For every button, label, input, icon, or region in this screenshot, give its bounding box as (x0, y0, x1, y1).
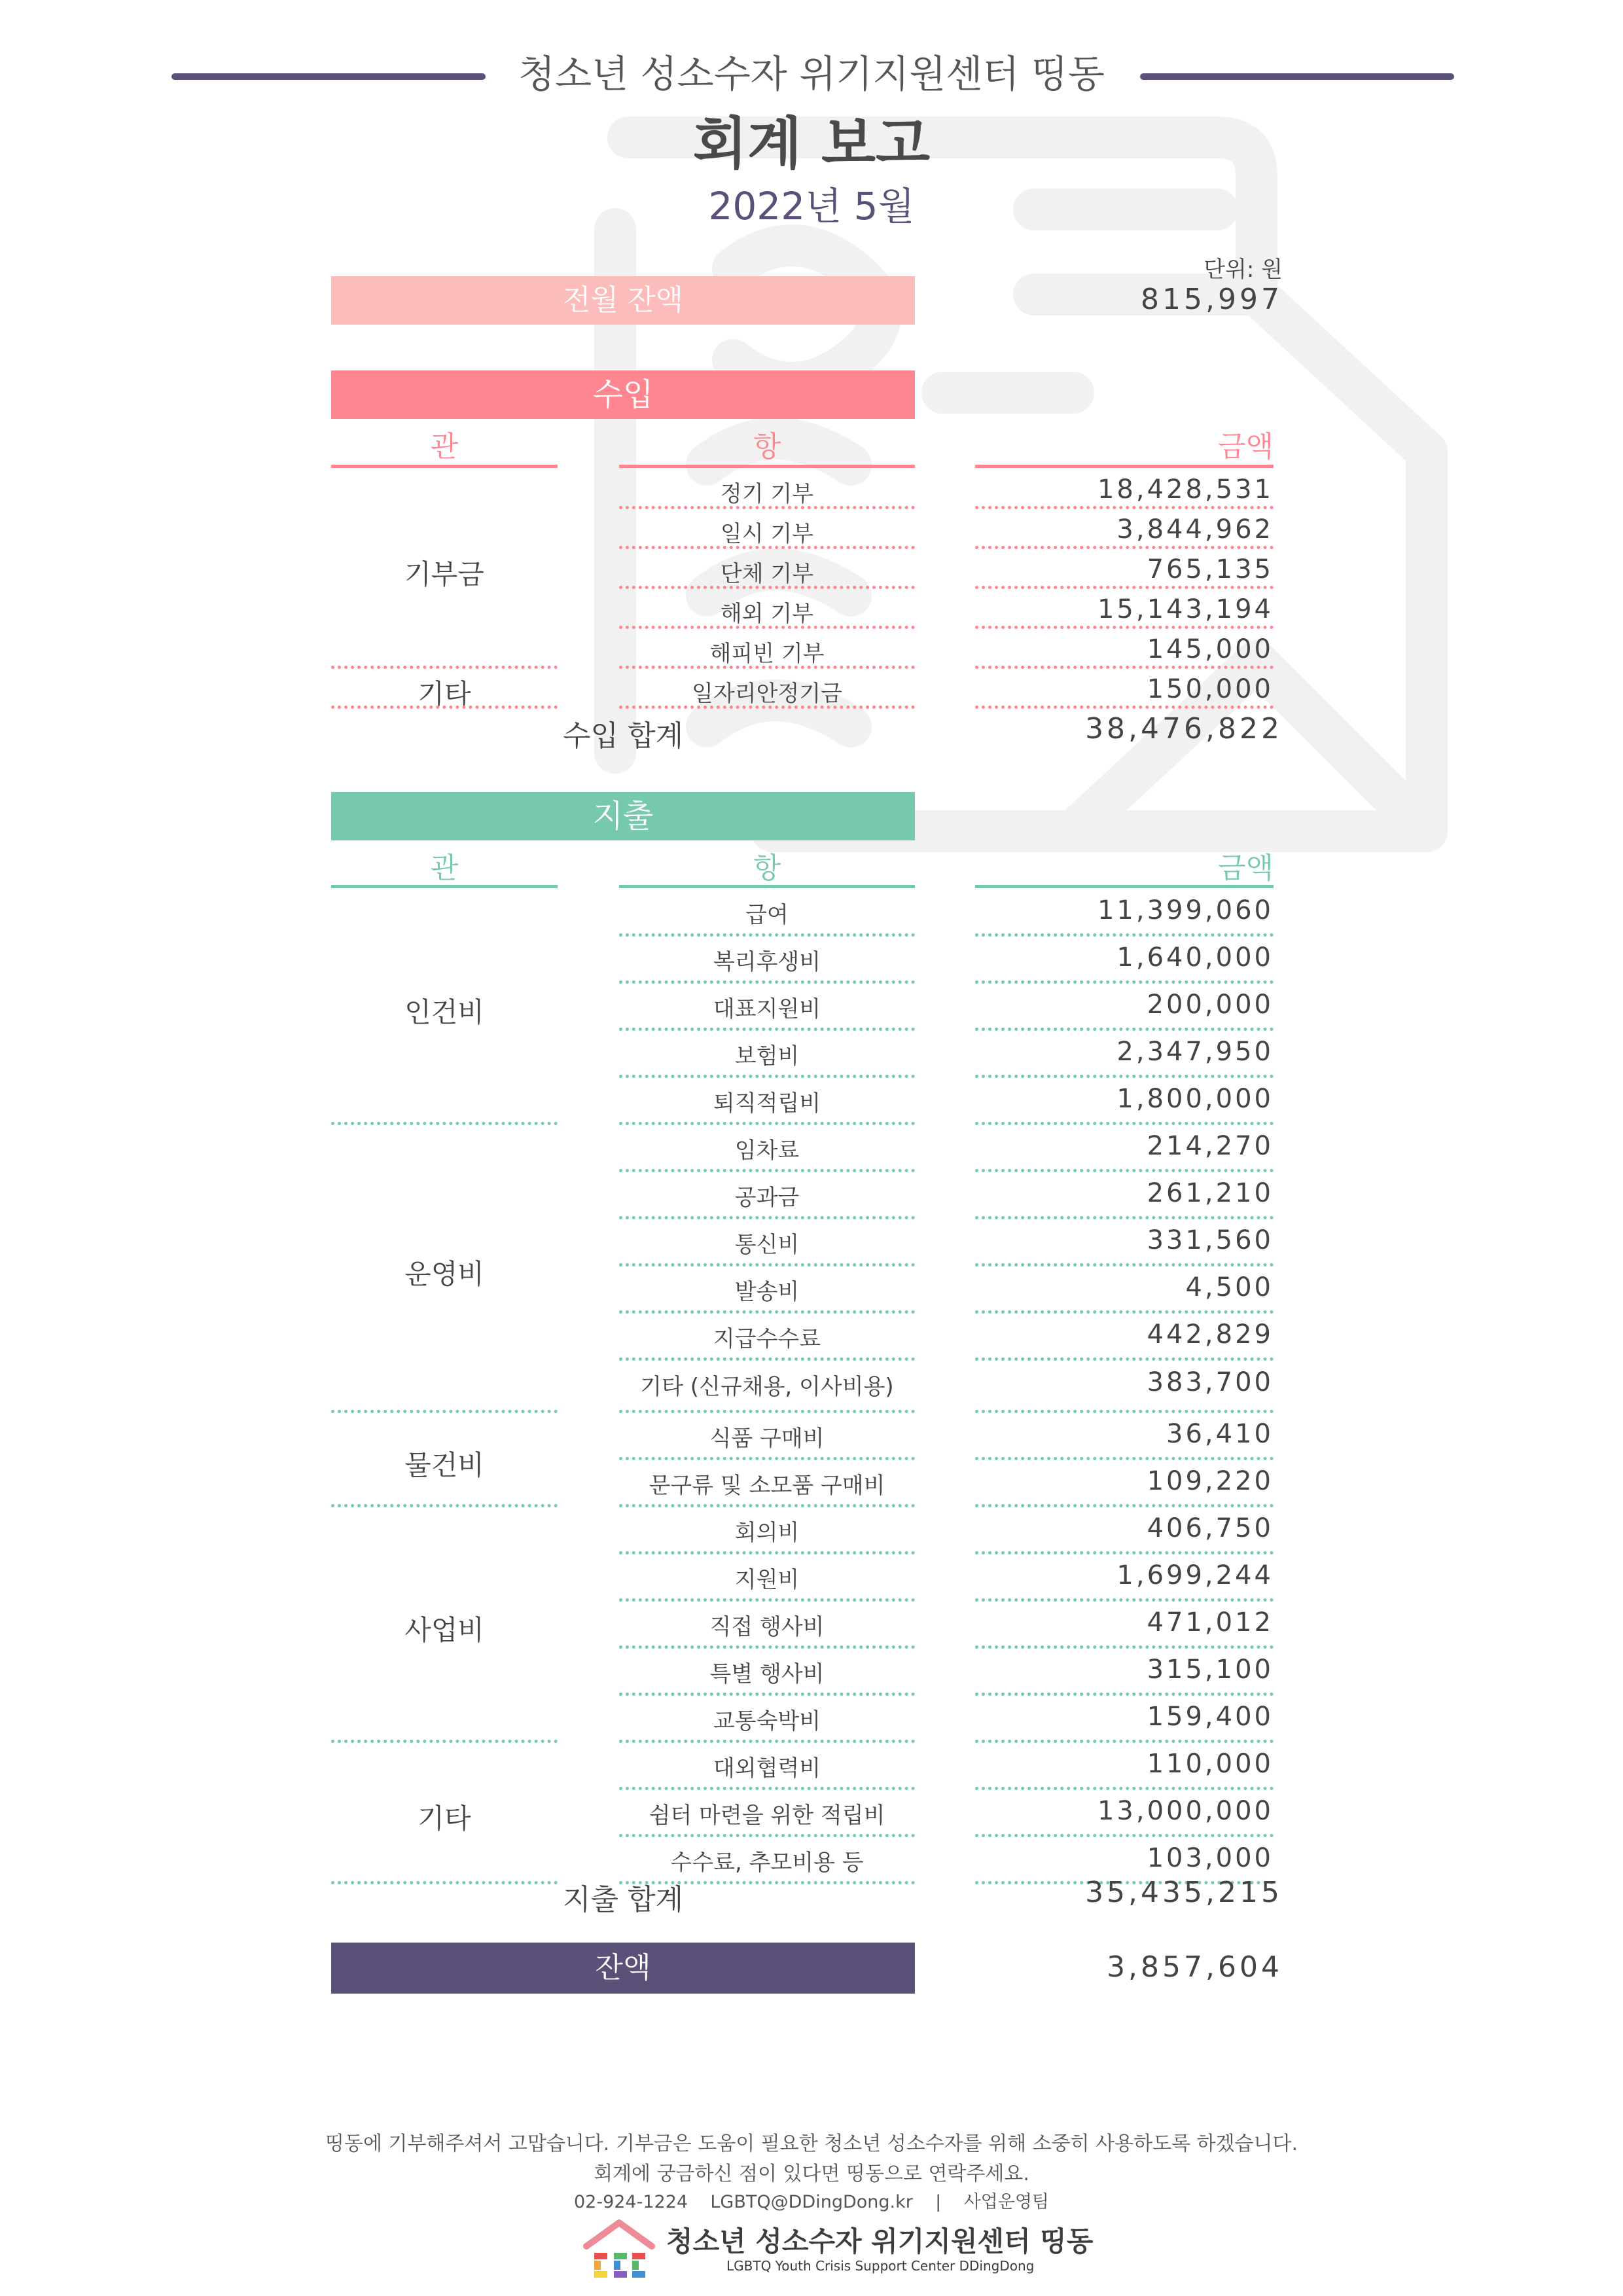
line-item-amount: 109,220 (1147, 1466, 1274, 1496)
amount-divider (975, 1310, 1274, 1314)
line-item-amount: 110,000 (1147, 1749, 1274, 1779)
line-item-label: 문구류 및 소모품 구매비 (649, 1473, 885, 1499)
amount-divider (975, 1410, 1274, 1413)
line-item-label: 해피빈 기부 (709, 641, 825, 667)
item-divider (619, 1551, 915, 1554)
amount-divider (975, 1357, 1274, 1361)
income-col-amount: 금액 (1217, 430, 1274, 463)
item-divider (619, 506, 915, 509)
item-divider (619, 1740, 915, 1743)
footer-contact: 02-924-1224 LGBTQ@DDingDong.kr | 사업운영팀 (573, 2192, 1050, 2212)
line-item-amount: 214,270 (1147, 1131, 1274, 1161)
line-item-amount: 103,000 (1147, 1843, 1274, 1873)
expense-header-rule (975, 885, 1274, 888)
category-divider (331, 1504, 558, 1507)
item-divider (619, 1457, 915, 1460)
amount-divider (975, 1263, 1274, 1266)
amount-divider (975, 1598, 1274, 1602)
category-label: 사업비 (404, 1614, 484, 1646)
item-divider (619, 1834, 915, 1837)
category-label: 물건비 (404, 1449, 484, 1481)
line-item-label: 지급수수료 (713, 1326, 821, 1352)
line-item-amount: 765,135 (1147, 554, 1274, 584)
line-item-label: 쉼터 마련을 위한 적립비 (649, 1803, 885, 1829)
category-divider (331, 1122, 558, 1125)
item-divider (619, 1504, 915, 1507)
ddingdong-logo-icon (580, 2217, 658, 2283)
item-divider (619, 586, 915, 589)
item-divider (619, 1693, 915, 1696)
item-divider (619, 1122, 915, 1125)
line-item-amount: 331,560 (1147, 1225, 1274, 1255)
line-item-amount: 159,400 (1147, 1702, 1274, 1732)
item-divider (619, 1598, 915, 1602)
amount-divider (975, 1504, 1274, 1507)
prev-balance-amount: 815,997 (1141, 283, 1283, 316)
line-item-amount: 18,428,531 (1097, 475, 1274, 505)
line-item-amount: 36,410 (1166, 1419, 1274, 1449)
item-divider (619, 980, 915, 984)
line-item-label: 식품 구매비 (709, 1426, 825, 1452)
line-item-amount: 150,000 (1147, 674, 1274, 704)
amount-divider (975, 1122, 1274, 1125)
income-heading: 수입 (331, 370, 915, 419)
amount-divider (975, 706, 1274, 709)
item-divider (619, 546, 915, 549)
item-divider (619, 1169, 915, 1172)
amount-divider (975, 933, 1274, 937)
item-divider (619, 1075, 915, 1078)
item-divider (619, 1263, 915, 1266)
footer-thanks: 띵동에 기부해주셔서 고맙습니다. 기부금은 도움이 필요한 청소년 성소수자를 위해 소중히 사용하도록 하겠습니다. (325, 2132, 1298, 2155)
line-item-label: 퇴직적립비 (713, 1090, 821, 1117)
amount-divider (975, 1693, 1274, 1696)
income-total-amount: 38,476,822 (1085, 712, 1283, 745)
item-divider (619, 933, 915, 937)
income-col-hang: 항 (753, 430, 781, 463)
income-total-label: 수입 합계 (562, 719, 683, 753)
line-item-label: 대표지원비 (713, 996, 821, 1022)
line-item-amount: 471,012 (1147, 1607, 1274, 1638)
amount-divider (975, 1787, 1274, 1790)
expense-col-amount: 금액 (1217, 852, 1274, 885)
line-item-label: 통신비 (734, 1232, 800, 1258)
item-divider (619, 706, 915, 709)
line-item-amount: 3,844,962 (1116, 514, 1274, 545)
category-label: 인건비 (404, 996, 484, 1028)
category-divider (331, 666, 558, 669)
line-item-label: 회의비 (734, 1520, 800, 1546)
line-item-amount: 1,699,244 (1116, 1560, 1274, 1590)
item-divider (619, 1787, 915, 1790)
expense-col-hang: 항 (753, 852, 781, 885)
line-item-label: 정기 기부 (720, 481, 814, 507)
organization-name: 청소년 성소수자 위기지원센터 띵동 (518, 52, 1105, 96)
amount-divider (975, 1457, 1274, 1460)
amount-divider (975, 980, 1274, 984)
line-item-label: 공과금 (734, 1185, 800, 1211)
line-item-label: 수수료, 추모비용 등 (670, 1850, 864, 1876)
income-header-rule (975, 465, 1274, 468)
line-item-amount: 4,500 (1185, 1272, 1274, 1302)
line-item-amount: 406,750 (1147, 1513, 1274, 1543)
line-item-label: 임차료 (734, 1138, 800, 1164)
category-divider (331, 1410, 558, 1413)
line-item-amount: 1,800,000 (1116, 1084, 1274, 1114)
expense-header-rule (619, 885, 915, 888)
amount-divider (975, 1169, 1274, 1172)
category-divider (331, 706, 558, 709)
line-item-label: 일자리안정기금 (692, 681, 842, 707)
income-col-gwan: 관 (430, 430, 459, 463)
category-label: 기타 (418, 678, 471, 710)
line-item-amount: 145,000 (1147, 634, 1274, 664)
line-item-label: 발송비 (734, 1279, 800, 1305)
item-divider (619, 1357, 915, 1361)
line-item-amount: 2,347,950 (1116, 1037, 1274, 1067)
line-item-label: 기타 (신규채용, 이사비용) (640, 1374, 894, 1400)
item-divider (619, 1216, 915, 1219)
footer-contact-note: 회계에 궁금하신 점이 있다면 띵동으로 연락주세요. (594, 2162, 1029, 2185)
line-item-label: 보험비 (734, 1043, 800, 1069)
line-item-label: 해외 기부 (720, 601, 814, 627)
amount-divider (975, 666, 1274, 669)
expense-col-gwan: 관 (430, 852, 459, 885)
report-period: 2022년 5월 (708, 184, 915, 228)
category-divider (331, 1740, 558, 1743)
amount-divider (975, 586, 1274, 589)
line-item-amount: 383,700 (1147, 1367, 1274, 1397)
item-divider (619, 1028, 915, 1031)
balance-label: 잔액 (331, 1943, 915, 1994)
balance-amount: 3,857,604 (1107, 1950, 1283, 1984)
amount-divider (975, 506, 1274, 509)
amount-divider (975, 1551, 1274, 1554)
income-header-rule (619, 465, 915, 468)
amount-divider (975, 1216, 1274, 1219)
line-item-amount: 200,000 (1147, 990, 1274, 1020)
income-header-rule (331, 465, 558, 468)
line-item-amount: 315,100 (1147, 1655, 1274, 1685)
logo-name-en: LGBTQ Youth Crisis Support Center DDingDong (726, 2258, 1035, 2274)
logo-name-kr: 청소년 성소수자 위기지원센터 띵동 (666, 2225, 1094, 2257)
line-item-label: 일시 기부 (720, 521, 814, 547)
line-item-label: 직접 행사비 (709, 1614, 825, 1640)
item-divider (619, 1410, 915, 1413)
category-label: 기타 (418, 1803, 471, 1835)
line-item-amount: 1,640,000 (1116, 942, 1274, 973)
line-item-amount: 442,829 (1147, 1319, 1274, 1350)
category-label: 운영비 (404, 1258, 484, 1290)
category-label: 기부금 (404, 558, 484, 590)
amount-divider (975, 546, 1274, 549)
line-item-amount: 261,210 (1147, 1178, 1274, 1208)
amount-divider (975, 1075, 1274, 1078)
line-item-label: 복리후생비 (713, 949, 821, 975)
item-divider (619, 1645, 915, 1649)
line-item-label: 지원비 (734, 1567, 800, 1593)
expense-header-rule (331, 885, 558, 888)
amount-divider (975, 1028, 1274, 1031)
line-item-label: 특별 행사비 (709, 1661, 825, 1687)
line-item-amount: 15,143,194 (1097, 594, 1274, 624)
amount-divider (975, 1645, 1274, 1649)
unit-label: 단위: 원 (1204, 257, 1283, 283)
item-divider (619, 1310, 915, 1314)
line-item-label: 대외협력비 (713, 1755, 821, 1782)
prev-balance-label: 전월 잔액 (331, 276, 915, 325)
item-divider (619, 626, 915, 629)
line-item-label: 단체 기부 (720, 561, 814, 587)
amount-divider (975, 1834, 1274, 1837)
document-title: 회계 보고 (692, 111, 931, 177)
amount-divider (975, 626, 1274, 629)
amount-divider (975, 1740, 1274, 1743)
expense-total-amount: 35,435,215 (1085, 1876, 1283, 1909)
line-item-label: 교통숙박비 (713, 1708, 821, 1734)
item-divider (619, 666, 915, 669)
line-item-amount: 13,000,000 (1097, 1796, 1274, 1826)
expense-heading: 지출 (331, 792, 915, 840)
line-item-amount: 11,399,060 (1097, 895, 1274, 925)
expense-total-label: 지출 합계 (562, 1883, 683, 1916)
line-item-label: 급여 (745, 902, 789, 928)
